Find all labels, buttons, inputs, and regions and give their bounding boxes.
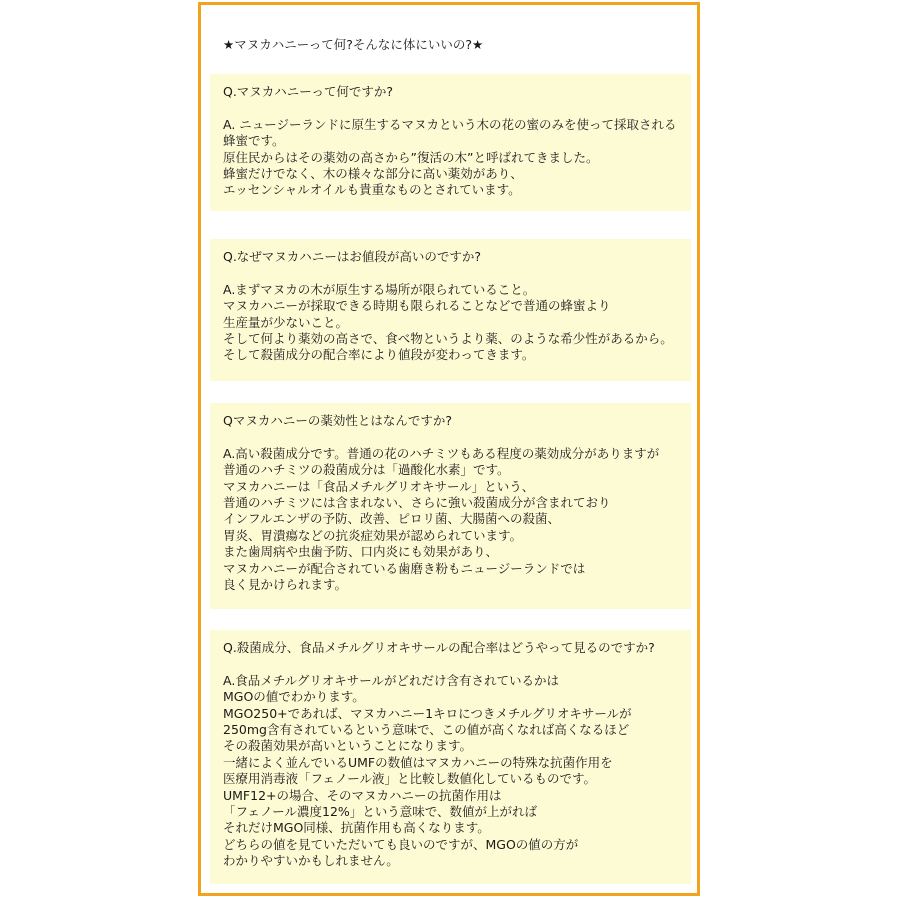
answer-line: そして何より薬効の高さで、食べ物というより薬、のような希少性があるから。 <box>223 331 673 347</box>
answer-line: 250mg含有されているという意味で、この値が高くなれば高くなるほど <box>223 722 630 738</box>
question-2: Q.なぜマヌカハニーはお値段が高いのですか? <box>223 249 481 264</box>
answer-4 <box>223 673 691 870</box>
qa-box-1 <box>210 74 691 211</box>
answer-line: 蜂蜜です。 <box>223 133 285 149</box>
answer-line: また歯周病や虫歯予防、口内炎にも効果があり、 <box>223 544 499 560</box>
answer-line: どちらの値を見ていただいても良いのですが、MGOの値の方が <box>223 836 579 852</box>
qa-box-3 <box>210 403 691 609</box>
answer-line: わかりやすいかもしれません。 <box>223 853 399 869</box>
faq-frame <box>198 2 700 896</box>
question-1: Q.マヌカハニーって何ですか? <box>223 84 393 99</box>
answer-line: その殺菌効果が高いということになります。 <box>223 738 473 754</box>
qa-box-2 <box>210 239 691 381</box>
question-3: Qマヌカハニーの薬効性とはなんですか? <box>223 413 452 428</box>
answer-line: A.食品メチルグリオキサールがどれだけ含有されているかは <box>223 672 560 688</box>
answer-line: それだけMGO同様、抗菌作用も高くなります。 <box>223 820 490 836</box>
answer-line: 一緒によく並んでいるUMFの数値はマヌカハニーの特殊な抗菌作用を <box>223 754 613 770</box>
answer-line: 普通のハチミツには含まれない、さらに強い殺菌成分が含まれており <box>223 495 611 511</box>
answer-line: マヌカハニーが配合されている歯磨き粉もニュージーランドでは <box>223 560 586 576</box>
answer-line: 原住民からはその薬効の高さから”復活の木”と呼ばれてきました。 <box>223 149 599 165</box>
answer-line: MGO250+であれば、マヌカハニー1キロにつきメチルグリオキサールが <box>223 705 632 721</box>
answer-3 <box>223 446 691 594</box>
question-4: Q.殺菌成分、食品メチルグリオキサールの配合率はどうやって見るのですか? <box>223 640 655 655</box>
answer-line: A.まずマヌカの木が原生する場所が限られていること。 <box>223 281 536 297</box>
faq-heading: ★マヌカハニーって何?そんなに体にいいの?★ <box>223 37 484 52</box>
answer-line: マヌカハニーは「食品メチルグリオキサール」という、 <box>223 478 535 494</box>
answer-line: エッセンシャルオイルも貴重なものとされています。 <box>223 182 521 198</box>
answer-line: 「フェノール濃度12%」という意味で、数値が上がれば <box>223 804 538 820</box>
answer-line: MGOの値でわかります。 <box>223 689 365 705</box>
answer-line: A. ニュージーランドに原生するマヌカという木の花の蜜のみを使って採取される <box>223 116 677 132</box>
answer-line: そして殺菌成分の配合率により値段が変わってきます。 <box>223 347 535 363</box>
answer-2 <box>223 282 691 364</box>
answer-line: 良く見かけられます。 <box>223 577 348 593</box>
answer-line: 医療用消毒液「フェノール液」と比較し数値化しているものです。 <box>223 771 597 787</box>
answer-line: UMF12+の場合、そのマヌカハニーの抗菌作用は <box>223 787 502 803</box>
answer-line: A.高い殺菌成分です。普通の花のハチミツもある程度の薬効成分がありますが <box>223 445 660 461</box>
answer-line: マヌカハニーが採取できる時期も限られることなどで普通の蜂蜜より <box>223 298 611 314</box>
answer-line: 胃炎、胃潰瘍などの抗炎症効果が認められています。 <box>223 527 523 543</box>
answer-line: インフルエンザの予防、改善、ピロリ菌、大腸菌への殺菌、 <box>223 511 561 527</box>
answer-line: 生産量が少ないこと。 <box>223 314 349 330</box>
answer-line: 普通のハチミツの殺菌成分は「過酸化水素」です。 <box>223 462 510 478</box>
answer-line: 蜂蜜だけでなく、木の様々な部分に高い薬効があり、 <box>223 166 523 182</box>
qa-box-4 <box>210 630 691 884</box>
answer-1 <box>223 117 691 199</box>
